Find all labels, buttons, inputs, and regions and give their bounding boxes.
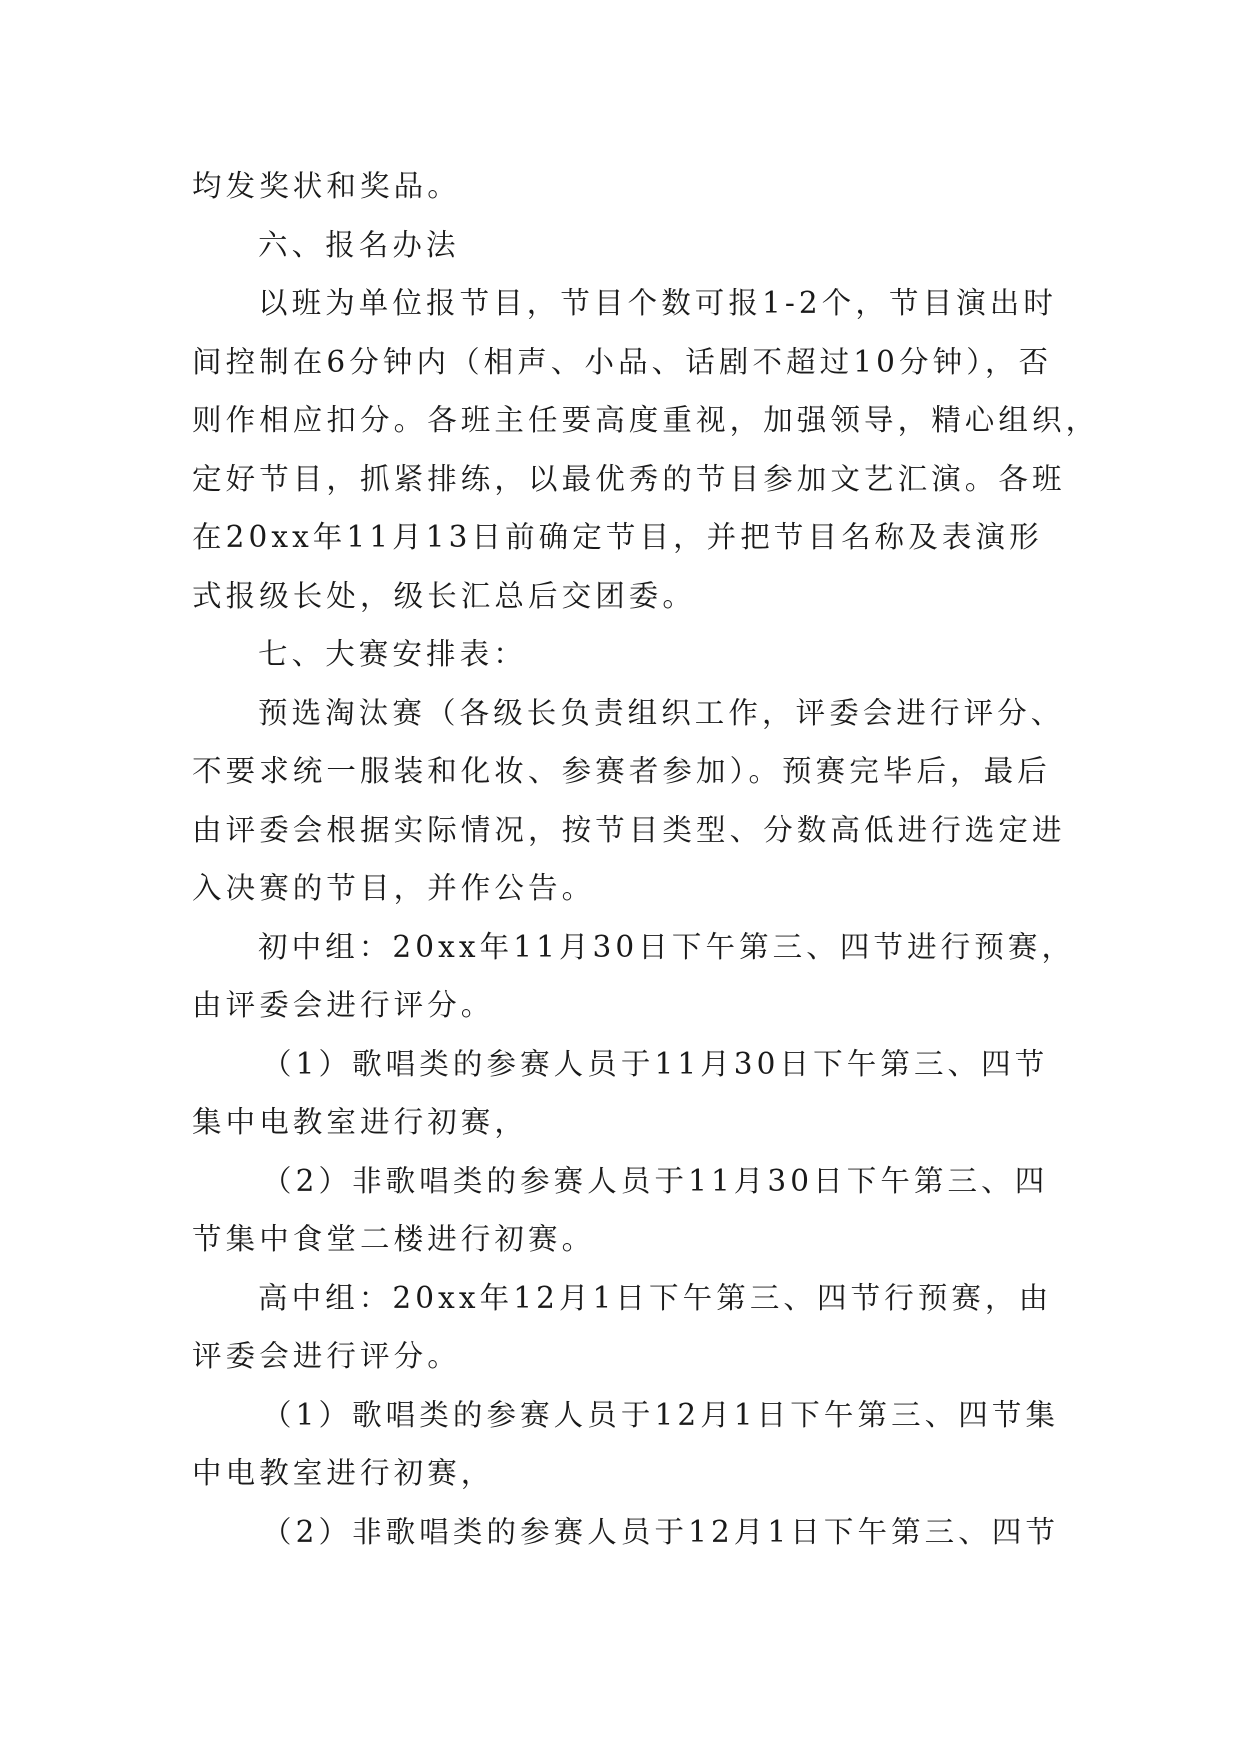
text-line: 入决赛的节目，并作公告。 (192, 871, 596, 905)
text-line: 在20xx年11月13日前确定节目，并把节目名称及表演形 (192, 520, 1043, 554)
text-line: 预选淘汰赛（各级长负责组织工作，评委会进行评分、 (258, 695, 1065, 730)
text-line: 以班为单位报节目，节目个数可报1-2个，节目演出时 (258, 286, 1058, 320)
text-line: 式报级长处，级长汇总后交团委。 (192, 578, 697, 613)
text-line: 由评委会进行评分。 (192, 988, 495, 1022)
list-item: （1）歌唱类的参赛人员于12月1日下午第三、四节集 (262, 1397, 1060, 1432)
text-line: 集中电教室进行初赛， (192, 1105, 529, 1139)
text-line: 定好节目，抓紧排练，以最优秀的节目参加文艺汇演。各班 (192, 461, 1066, 496)
text-line: 由评委会根据实际情况，按节目类型、分数高低进行选定进 (192, 812, 1066, 847)
text-line: 中电教室进行初赛， (192, 1456, 495, 1490)
text-line: 则作相应扣分。各班主任要高度重视，加强领导，精心组织， (192, 403, 1100, 437)
list-item: （2）非歌唱类的参赛人员于11月30日下午第三、四 (262, 1163, 1049, 1198)
text-line: 均发奖状和奖品。 (192, 169, 461, 203)
text-line: 间控制在6分钟内（相声、小品、话剧不超过10分钟），否 (192, 344, 1053, 379)
text-line: 初中组：20xx年11月30日下午第三、四节进行预赛， (258, 929, 1076, 964)
list-item: （1）歌唱类的参赛人员于11月30日下午第三、四节 (262, 1046, 1049, 1081)
text-line: 高中组：20xx年12月1日下午第三、四节行预赛，由 (258, 1280, 1053, 1315)
text-line: 评委会进行评分。 (192, 1339, 461, 1373)
text-line: 节集中食堂二楼进行初赛。 (192, 1222, 596, 1256)
document-body (192, 157, 1100, 1561)
list-item: （2）非歌唱类的参赛人员于12月1日下午第三、四节 (262, 1514, 1060, 1549)
section-heading: 六、报名办法 (258, 227, 460, 262)
section-heading: 七、大赛安排表： (258, 637, 527, 671)
text-line: 不要求统一服装和化妆、参赛者参加）。预赛完毕后，最后 (192, 754, 1051, 788)
